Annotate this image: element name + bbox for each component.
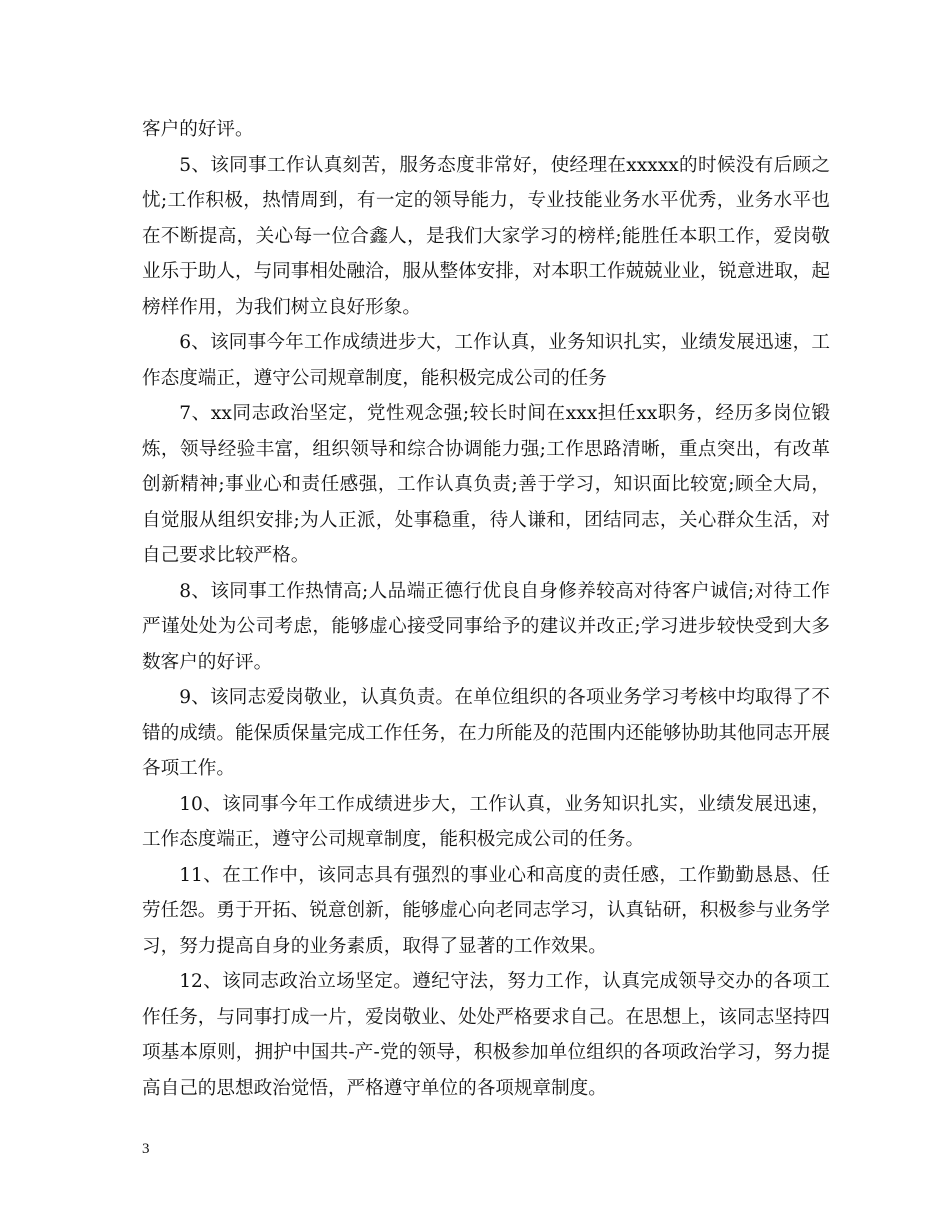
paragraph-item-11: 11、在工作中，该同志具有强烈的事业心和高度的责任感，工作勤勤恳恳、任劳任怨。勇于开拓、锐意创新，能够虚心向老同志学习，认真钻研，积极参与业务学习，努力提高自身的业务素质，取得了显著的工作效果。 [142, 864, 830, 957]
document-body [142, 112, 830, 1106]
paragraph-item-9: 9、该同志爱岗敬业，认真负责。在单位组织的各项业务学习考核中均取得了不错的成绩。能保质保量完成工作任务，在力所能及的范围内还能够协助其他同志开展各项工作。 [142, 687, 830, 779]
paragraph-item-5: 5、该同事工作认真刻苦，服务态度非常好，使经理在xxxxx的时候没有后顾之忧;工作积极，热情周到，有一定的领导能力，专业技能业务水平优秀，业务水平也在不断提高，关心每一位合鑫人，是我们大家学习的榜样;能胜任本职工作，爱岗敬业乐于助人，与同事相处融洽，服从整体安排，对本职工作兢兢业业，锐意进取，起榜样作用，为我们树立良好形象。 [142, 154, 830, 318]
paragraph-continuation: 客户的好评。 [142, 119, 254, 140]
page-number: 3 [142, 1141, 150, 1157]
paragraph-item-10: 10、该同事今年工作成绩进步大，工作认真，业务知识扎实，业绩发展迅速，工作态度端正，遵守公司规章制度，能积极完成公司的任务。 [142, 793, 830, 850]
paragraph-item-7: 7、xx同志政治坚定，党性观念强;较长时间在xxx担任xx职务，经历多岗位锻炼，领导经验丰富，组织领导和综合协调能力强;工作思路清晰，重点突出，有改革创新精神;事业心和责任感强，工作认真负责;善于学习，知识面比较宽;顾全大局，自觉服从组织安排;为人正派，处事稳重，待人谦和，团结同志，关心群众生活，对自己要求比较严格。 [142, 403, 830, 566]
paragraph-item-8: 8、该同事工作热情高;人品端正德行优良自身修养较高对待客户诚信;对待工作严谨处处为公司考虑，能够虚心接受同事给予的建议并改正;学习进步较快受到大多数客户的好评。 [142, 580, 830, 673]
paragraph-item-6: 6、该同事今年工作成绩进步大，工作认真，业务知识扎实，业绩发展迅速，工作态度端正，遵守公司规章制度，能积极完成公司的任务 [142, 332, 830, 389]
paragraph-item-12: 12、该同志政治立场坚定。遵纪守法，努力工作，认真完成领导交办的各项工作任务，与同事打成一片，爱岗敬业、处处严格要求自己。在思想上，该同志坚持四项基本原则，拥护中国共-产-党的领导，积极参加单位组织的各项政治学习，努力提高自己的思想政治觉悟，严格遵守单位的各项规章制度。 [142, 971, 830, 1099]
